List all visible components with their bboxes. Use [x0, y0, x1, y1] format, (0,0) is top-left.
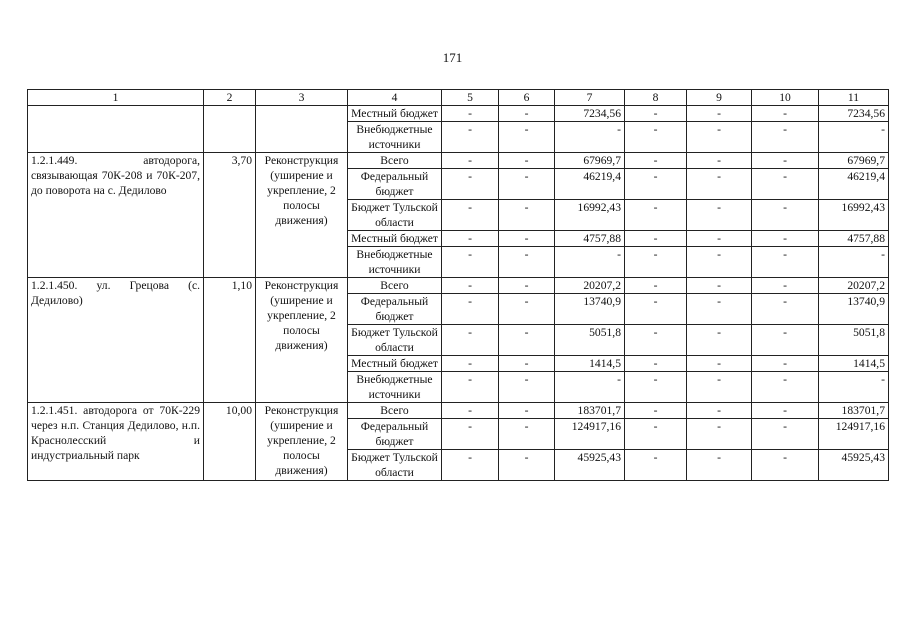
value-cell: -: [625, 325, 687, 356]
value-cell: -: [442, 153, 499, 169]
value-cell: -: [499, 278, 555, 294]
source-cell: Внебюджетные источники: [348, 122, 442, 153]
value-cell: -: [687, 278, 752, 294]
source-cell: Местный бюджет: [348, 106, 442, 122]
value-cell: -: [687, 200, 752, 231]
value-cell: 67969,7: [819, 153, 889, 169]
length-cell: [204, 106, 256, 153]
value-cell: 7234,56: [555, 106, 625, 122]
value-cell: 20207,2: [555, 278, 625, 294]
value-cell: -: [625, 247, 687, 278]
value-cell: -: [687, 231, 752, 247]
value-cell: -: [687, 450, 752, 481]
value-cell: -: [819, 122, 889, 153]
header-cell: 1: [28, 90, 204, 106]
source-cell: Бюджет Тульской области: [348, 325, 442, 356]
value-cell: 5051,8: [819, 325, 889, 356]
object-name: 1.2.1.451. автодорога от 70К-229 через н.п. Станция Дедилово, н.п. Краснолесский и индустриальный парк: [28, 403, 204, 481]
value-cell: -: [752, 325, 819, 356]
value-cell: -: [499, 325, 555, 356]
value-cell: -: [499, 200, 555, 231]
table-row: [28, 278, 889, 294]
value-cell: 1414,5: [555, 356, 625, 372]
value-cell: -: [442, 122, 499, 153]
source-cell: Внебюджетные источники: [348, 247, 442, 278]
value-cell: 13740,9: [555, 294, 625, 325]
value-cell: -: [687, 419, 752, 450]
value-cell: -: [752, 278, 819, 294]
value-cell: -: [625, 169, 687, 200]
table-row: [28, 403, 889, 419]
value-cell: 16992,43: [819, 200, 889, 231]
value-cell: -: [499, 231, 555, 247]
value-cell: -: [687, 325, 752, 356]
value-cell: -: [625, 403, 687, 419]
value-cell: -: [752, 153, 819, 169]
value-cell: -: [819, 372, 889, 403]
value-cell: -: [442, 247, 499, 278]
value-cell: -: [442, 356, 499, 372]
source-cell: Федеральный бюджет: [348, 419, 442, 450]
value-cell: 46219,4: [555, 169, 625, 200]
object-work-type: Реконструкция (уширение и укрепление, 2 полосы движения): [256, 153, 348, 278]
object-length: 3,70: [204, 153, 256, 278]
source-cell: Всего: [348, 278, 442, 294]
value-cell: -: [625, 153, 687, 169]
object-name: 1.2.1.449. автодорога, связывающая 70К-208 и 70К-207, до поворота на с. Дедилово: [28, 153, 204, 278]
value-cell: 124917,16: [555, 419, 625, 450]
value-cell: -: [687, 153, 752, 169]
value-cell: 46219,4: [819, 169, 889, 200]
value-cell: 20207,2: [819, 278, 889, 294]
page-number: 171: [442, 50, 463, 65]
header-cell: 10: [752, 90, 819, 106]
header-cell: 7: [555, 90, 625, 106]
value-cell: 4757,88: [819, 231, 889, 247]
value-cell: 124917,16: [819, 419, 889, 450]
value-cell: -: [752, 247, 819, 278]
value-cell: -: [499, 403, 555, 419]
value-cell: -: [499, 106, 555, 122]
source-cell: Федеральный бюджет: [348, 169, 442, 200]
object-work-type: Реконструкция (уширение и укрепление, 2 полосы движения): [256, 278, 348, 403]
value-cell: -: [625, 419, 687, 450]
value-cell: -: [752, 169, 819, 200]
value-cell: -: [687, 122, 752, 153]
source-cell: Федеральный бюджет: [348, 294, 442, 325]
source-cell: Бюджет Тульской области: [348, 200, 442, 231]
value-cell: -: [625, 356, 687, 372]
object-work-type: Реконструкция (уширение и укрепление, 2 полосы движения): [256, 403, 348, 481]
value-cell: -: [752, 122, 819, 153]
value-cell: 7234,56: [819, 106, 889, 122]
value-cell: -: [752, 356, 819, 372]
table-row: [28, 106, 889, 122]
value-cell: -: [555, 372, 625, 403]
value-cell: -: [625, 231, 687, 247]
value-cell: -: [752, 231, 819, 247]
value-cell: 13740,9: [819, 294, 889, 325]
value-cell: -: [499, 372, 555, 403]
header-cell: 2: [204, 90, 256, 106]
value-cell: -: [442, 169, 499, 200]
source-cell: Местный бюджет: [348, 356, 442, 372]
value-cell: -: [752, 294, 819, 325]
value-cell: -: [687, 294, 752, 325]
value-cell: -: [752, 372, 819, 403]
value-cell: -: [442, 419, 499, 450]
object-name: 1.2.1.450. ул. Грецова (с. Дедилово): [28, 278, 204, 403]
source-cell: Всего: [348, 403, 442, 419]
value-cell: -: [687, 247, 752, 278]
value-cell: -: [499, 247, 555, 278]
value-cell: 183701,7: [555, 403, 625, 419]
header-cell: 3: [256, 90, 348, 106]
value-cell: -: [752, 106, 819, 122]
value-cell: -: [625, 122, 687, 153]
value-cell: -: [442, 325, 499, 356]
header-cell: 5: [442, 90, 499, 106]
source-cell: Местный бюджет: [348, 231, 442, 247]
value-cell: -: [442, 106, 499, 122]
value-cell: -: [442, 450, 499, 481]
value-cell: -: [687, 356, 752, 372]
value-cell: -: [442, 278, 499, 294]
value-cell: -: [499, 169, 555, 200]
value-cell: -: [752, 450, 819, 481]
value-cell: -: [442, 294, 499, 325]
value-cell: -: [625, 450, 687, 481]
value-cell: -: [555, 247, 625, 278]
value-cell: -: [499, 122, 555, 153]
table-body: [28, 106, 889, 481]
value-cell: -: [555, 122, 625, 153]
value-cell: -: [442, 200, 499, 231]
header-row: [28, 90, 889, 106]
value-cell: -: [442, 403, 499, 419]
value-cell: -: [752, 419, 819, 450]
value-cell: 45925,43: [819, 450, 889, 481]
value-cell: -: [499, 153, 555, 169]
value-cell: -: [625, 106, 687, 122]
value-cell: 16992,43: [555, 200, 625, 231]
header-cell: 9: [687, 90, 752, 106]
object-length: 1,10: [204, 278, 256, 403]
value-cell: -: [499, 419, 555, 450]
table-row: [28, 153, 889, 169]
value-cell: -: [442, 372, 499, 403]
object-length: 10,00: [204, 403, 256, 481]
value-cell: -: [625, 278, 687, 294]
value-cell: 45925,43: [555, 450, 625, 481]
source-cell: Внебюджетные источники: [348, 372, 442, 403]
value-cell: -: [499, 450, 555, 481]
header-cell: 11: [819, 90, 889, 106]
header-cell: 6: [499, 90, 555, 106]
value-cell: -: [752, 200, 819, 231]
value-cell: -: [687, 403, 752, 419]
header-cell: 4: [348, 90, 442, 106]
value-cell: -: [442, 231, 499, 247]
value-cell: -: [625, 294, 687, 325]
source-cell: Бюджет Тульской области: [348, 450, 442, 481]
value-cell: -: [687, 372, 752, 403]
value-cell: 4757,88: [555, 231, 625, 247]
value-cell: -: [687, 106, 752, 122]
value-cell: -: [499, 356, 555, 372]
value-cell: 5051,8: [555, 325, 625, 356]
value-cell: -: [687, 169, 752, 200]
value-cell: 1414,5: [819, 356, 889, 372]
value-cell: -: [499, 294, 555, 325]
value-cell: -: [752, 403, 819, 419]
work-cell: [256, 106, 348, 153]
name-cell: [28, 106, 204, 153]
value-cell: 67969,7: [555, 153, 625, 169]
value-cell: 183701,7: [819, 403, 889, 419]
funding-table: [27, 89, 889, 481]
source-cell: Всего: [348, 153, 442, 169]
value-cell: -: [625, 200, 687, 231]
value-cell: -: [819, 247, 889, 278]
value-cell: -: [625, 372, 687, 403]
header-cell: 8: [625, 90, 687, 106]
